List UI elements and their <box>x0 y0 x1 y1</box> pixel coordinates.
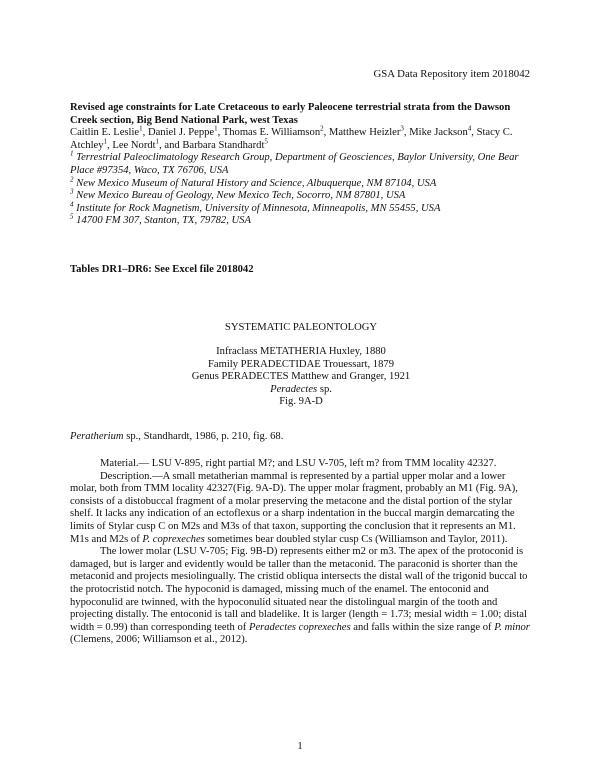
desc2-species-1: Peradectes coprexeches <box>248 621 351 633</box>
affiliation-list <box>70 149 532 228</box>
author-name: Lee Nordt <box>112 139 156 151</box>
desc1-species: P. coprexeches <box>142 533 205 545</box>
taxonomy-block <box>70 346 532 409</box>
synonym-genus: Peratherium <box>70 431 124 442</box>
author-name: Thomas E. Williamson <box>222 127 321 139</box>
desc2-species-2: P. minor <box>494 621 530 633</box>
desc1-part-b: sometimes bear doubled stylar cusp Cs (Williamson and Taylor, 2011). <box>204 533 508 545</box>
infraclass-line: Infraclass METATHERIA Huxley, 1880 <box>216 346 386 357</box>
author-affiliation-mark: 5 <box>264 137 268 146</box>
affiliation <box>70 149 532 177</box>
author-affiliation-mark: 1 <box>155 137 160 146</box>
paper-title: Revised age constraints for Late Cretaceous to early Paleocene terrestrial strata from the Dawson Creek section, Big Bend National Park, west Texas <box>70 102 511 126</box>
affiliation <box>70 200 532 216</box>
species-line <box>70 384 532 397</box>
desc2-part-c: (Clemens, 2006; Williamson et al., 2012). <box>70 634 248 646</box>
species-name: Peradectes <box>270 383 318 395</box>
affiliation-text: New Mexico Bureau of Geology, New Mexico Tech, Socorro, NM 87801, USA <box>76 190 406 202</box>
author-name: Matthew Heizler <box>328 127 401 139</box>
section-heading: SYSTEMATIC PALEONTOLOGY <box>224 322 378 333</box>
author-affiliation-mark: 2 <box>320 124 324 133</box>
tables-note: Tables DR1–DR6: See Excel file 2018042 <box>70 264 254 275</box>
author-affiliation-mark: 4 <box>467 124 472 133</box>
page-number: 1 <box>297 741 303 752</box>
affiliation-text: Institute for Rock Magnetism, University of Minnesota, Minneapolis, MN 55455, USA <box>76 202 441 214</box>
affiliation <box>70 175 532 191</box>
synonym-rest: sp., Standhardt, 1986, p. 210, fig. 68. <box>123 431 284 442</box>
family-line: Family PERADECTIDAE Trouessart, 1879 <box>208 358 394 370</box>
author-name: Mike Jackson <box>409 127 468 139</box>
author-affiliation-mark: 1 <box>103 137 108 146</box>
affiliation-number: 3 <box>70 187 74 196</box>
affiliation-number: 5 <box>70 212 74 221</box>
author-name: Stacy C. Atchley <box>70 127 513 151</box>
author-list: Caitlin E. Leslie$^1$, Daniel J. Peppe$^1$, Thomas E. Williamson$^2$, Matthew Heizler$^3$, Mike Jackson$^4$, Stacy C. Atchley$^1$, Lee Nordt$^1$, and Barbara Standhardt$^5$ <box>70 124 513 151</box>
affiliation <box>70 187 532 203</box>
description-paragraph-2 <box>70 546 532 647</box>
desc1-part-a: Description.—A small metatherian mammal is represented by a partial upper molar and a lower molar, both from TMM locality 42327(Fig. 9A-D). The upper molar fragment, probably an M1 (Fig. 9A), consists of a distobuccal fragment of a molar preserving the metacone and the distal portion of the stylar shelf. It lacks any indication of an ectoflexus or a sharp indentation in the buccal margin demarcating the limits of Stylar cusp C on M2s and M3s of that taxon, supporting the conclusion that it represents an M1. M1s and M2s of <box>70 470 518 545</box>
desc2-part-a: The lower molar (LSU V-705; Fig. 9B-D) represents either m2 or m3. The apex of the protoconid is damaged, but is larger and evidently would be taller than the metaconid. The paraconid is shorter than the metaconid and projects mesiolingually. The cristid obliqua intersects the distal wall of the trigonid buccal to the protocristid notch. The hypoconid is damaged, missing much of the enamel. The entoconid and hypoconulid are twinned, with the hypoconulid situated near the distolingual margin of the tooth and projecting distally. The entoconid is tall and bladelike. It is larger (length = 1.73; mesial width = 1.00; distal width = 0.99) than corresponding teeth of <box>70 546 528 633</box>
desc2-part-b: and falls within the size range of <box>350 621 495 633</box>
author-affiliation-mark: 3 <box>400 124 404 133</box>
author-affiliation-mark: 1 <box>139 124 143 133</box>
paper-header <box>70 102 532 228</box>
figure-ref: Fig. 9A-D <box>279 396 323 408</box>
author-affiliation-mark: 1 <box>214 124 218 133</box>
affiliation-number: 1 <box>70 149 74 158</box>
material-paragraph: Material.— LSU V-895, right partial M?; and LSU V-705, left m? from TMM locality 42327. <box>100 458 497 469</box>
affiliation <box>70 212 532 228</box>
affiliation-number: 2 <box>70 175 74 184</box>
species-suffix: sp. <box>317 383 332 395</box>
body-text <box>70 458 532 647</box>
author-name: Daniel J. Peppe <box>147 127 215 139</box>
repository-label: GSA Data Repository item 2018042 <box>373 68 530 80</box>
description-paragraph-1 <box>70 471 532 547</box>
author-name: and Barbara Standhardt <box>164 139 265 151</box>
affiliation-text: Terrestrial Paleoclimatology Research Group, Department of Geosciences, Baylor University, One Bear Place #97354, Waco, TX 76706, USA <box>70 152 519 176</box>
genus-line: Genus PERADECTES Matthew and Granger, 1921 <box>191 371 411 383</box>
synonymy-line <box>70 431 532 444</box>
affiliation-text: 14700 FM 307, Stanton, TX, 79782, USA <box>76 215 251 227</box>
affiliation-text: New Mexico Museum of Natural History and Science, Albuquerque, NM 87104, USA <box>76 177 437 189</box>
affiliation-number: 4 <box>70 200 74 209</box>
author-name: Caitlin E. Leslie <box>70 127 140 139</box>
